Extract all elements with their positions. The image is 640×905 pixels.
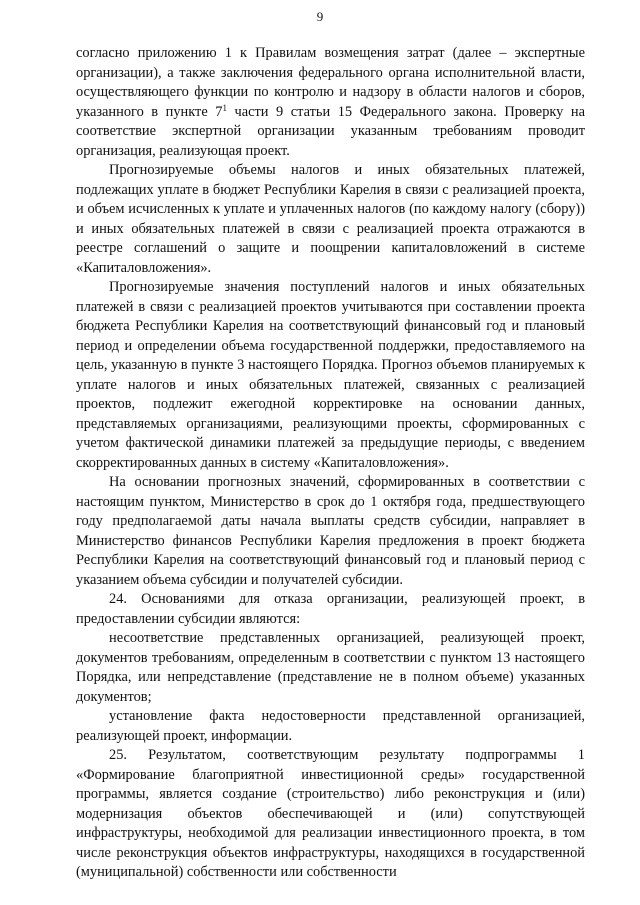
paragraph-8: 25. Результатом, соответствующим результату подпрограммы 1 «Формирование благоприятной инвестиционной среды» государственной программы, является создание (строительство) либо реконструкция и (или) модернизация объектов обеспечивающей и (или) сопутствующей инфраструктуры, необходимой для реализации инвестиционного проекта, в том числе реконструкция объектов инфраструктуры, находящихся в государственной (муниципальной) собственности или собственности (76, 747, 585, 880)
paragraph-3: Прогнозируемые значения поступлений налогов и иных обязательных платежей в связи с реализацией проектов учитываются при составлении проекта бюджета Республики Карелия на соответствующий финансовый год и плановый период и определении объема государственной поддержки, предоставляемого на цель, указанную в пункте 3 настоящего Порядка. Прогноз объемов планируемых к уплате налогов и иных обязательных платежей, связанных с реализацией проектов, подлежит ежегодной корректировке на основании данных, представляемых организациями, реализующими проекты, сформированных с учетом фактической динамики платежей за предыдущие периоды, с введением скорректированных данных в систему «Капиталовложения». (76, 279, 585, 471)
paragraph-1-continuation: части 9 статьи 15 Федерального закона. Проверку на соответствие экспертной организации указанным требованиям проводит организация, реализующая проект. (76, 103, 586, 159)
paragraph-7: установление факта недостоверности представленной организацией, реализующей проект, информации. (76, 708, 585, 744)
paragraph-1 (76, 44, 585, 161)
paragraph-2: Прогнозируемые объемы налогов и иных обязательных платежей, подлежащих уплате в бюджет Республики Карелия в связи с реализацией проекта, и объем исчисленных к уплате и уплаченных налогов (по каждому налогу (сбору)) и иных обязательных платежей в связи с реализацией проекта отражаются в реестре соглашений о защите и поощрении капиталовложений в системе «Капиталовложения». (76, 162, 585, 276)
paragraph-6: несоответствие представленных организацией, реализующей проект, документов требованиям, определенным в соответствии с пунктом 13 настоящего Порядка, или непредставление (представление не в полном объеме) указанных документов; (76, 630, 585, 705)
paragraph-4: На основании прогнозных значений, сформированных в соответствии с настоящим пунктом, Министерство в срок до 1 октября года, предшествующего году предполагаемой даты начала выплаты средств субсидии, направляет в Министерство финансов Республики Карелия предложения в проект бюджета Республики Карелия на соответствующий финансовый год и плановый период с указанием объема субсидии и получателей субсидии. (76, 474, 585, 588)
document-body (76, 44, 585, 883)
paragraph-5: 24. Основаниями для отказа организации, реализующей проект, в предоставлении субсидии являются: (76, 591, 585, 627)
page-number: 9 (316, 9, 324, 24)
paragraph-1-text: согласно приложению 1 к Правилам возмещения затрат (далее – экспертные организации), а также заключения федерального органа исполнительной власти, осуществляющего функции по контролю и надзору в области налогов и сборов, указанного в пункте 7 (76, 45, 585, 120)
footnote-superscript: 1 (222, 102, 227, 113)
